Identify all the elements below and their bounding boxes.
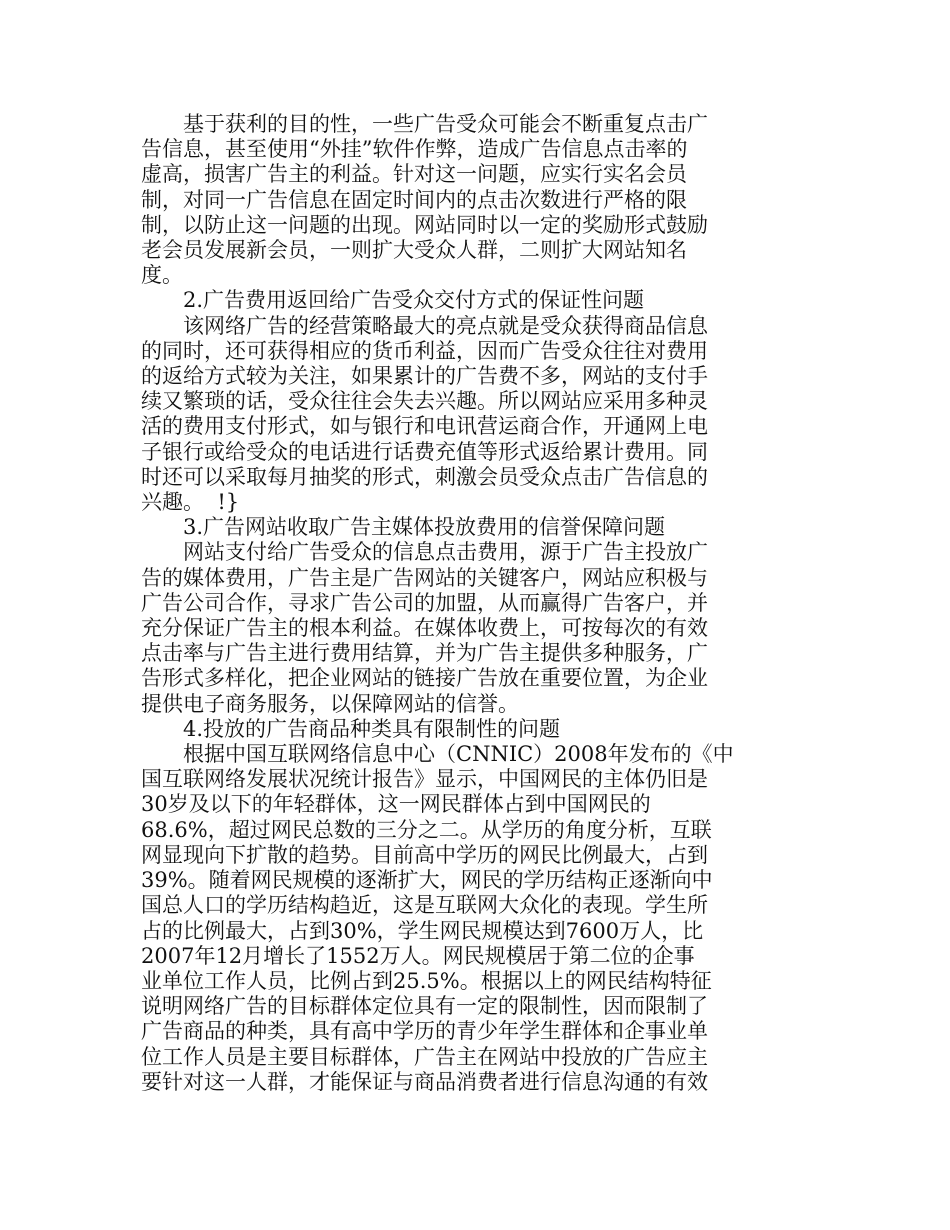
text-line: 说明网络广告的目标群体定位具有一定的限制性，因而限制了 [141,994,708,1019]
text-line: 制，对同一广告信息在固定时间内的点击次数进行严格的限 [141,187,687,212]
text-line: 39%。随着网民规模的逐渐扩大，网民的学历结构正逐渐向中 [141,868,713,893]
text-line: 的返给方式较为关注，如果累计的广告费不多，网站的支付手 [141,364,708,389]
text-line: 点击率与广告主进行费用结算，并为广告主提供多种服务，广 [141,641,708,666]
text-line: 续又繁琐的话，受众往往会失去兴趣。所以网站应采用多种灵 [141,389,708,414]
text-line: 充分保证广告主的根本利益。在媒体收费上，可按每次的有效 [141,616,708,641]
text-line: 要针对这一人群，才能保证与商品消费者进行信息沟通的有效 [141,1069,708,1094]
text-line: 告信息，甚至使用“外挂”软件作弊，造成广告信息点击率的 [141,137,688,162]
text-line: 位工作人员是主要目标群体，广告主在网站中投放的广告应主 [141,1044,708,1069]
text-line: 基于获利的目的性，一些广告受众可能会不断重复点击广 [183,112,708,136]
text-line: 业单位工作人员，比例占到25.5%。根据以上的网民结构特征 [141,968,712,993]
text-line: 的同时，还可获得相应的货币利益，因而广告受众往往对费用 [141,338,708,363]
text-line: 网显现向下扩散的趋势。目前高中学历的网民比例最大，占到 [141,842,708,867]
text-line: 4.投放的广告商品种类具有限制性的问题 [183,716,561,741]
text-line: 占的比例最大，占到30%，学生网民规模达到7600万人，比 [141,918,704,943]
text-line: 子银行或给受众的电话进行话费充值等形式返给累计费用。同 [141,439,708,464]
text-line: 活的费用支付形式，如与银行和电讯营运商合作，开通网上电 [141,414,708,439]
text-line: 2.广告费用返回给广告受众交付方式的保证性问题 [183,288,645,313]
text-line: 3.广告网站收取广告主媒体投放费用的信誉保障问题 [183,515,666,540]
text-line: 提供电子商务服务，以保障网站的信誉。 [141,691,519,716]
text-line: 告的媒体费用，广告主是广告网站的关键客户，网站应积极与 [141,565,708,590]
text-line: 30岁及以下的年轻群体，这一网民群体占到中国网民的 [141,792,651,817]
text-line: 度。 [141,263,183,288]
text-line: 国互联网络发展状况统计报告》显示，中国网民的主体仍旧是 [141,767,708,792]
text-line: 2007年12月增长了1552万人。网民规模居于第二位的企事 [141,943,695,968]
text-line: 老会员发展新会员，一则扩大受众人群，二则扩大网站知名 [141,238,687,263]
document-body [141,112,741,1095]
text-line: 兴趣。 !} [141,490,240,515]
text-line: 制，以防止这一问题的出现。网站同时以一定的奖励形式鼓励 [141,212,708,237]
text-line: 虚高，损害广告主的利益。针对这一问题，应实行实名会员 [141,162,687,187]
text-line: 国总人口的学历结构趋近，这是互联网大众化的表现。学生所 [141,893,708,918]
text-line: 68.6%，超过网民总数的三分之二。从学历的角度分析，互联 [141,817,712,842]
text-line: 网站支付给广告受众的信息点击费用，源于广告主投放广 [183,540,708,565]
text-line: 时还可以采取每月抽奖的形式，刺激会员受众点击广告信息的 [141,464,708,489]
text-line: 广告公司合作，寻求广告公司的加盟，从而赢得广告客户，并 [141,590,708,615]
text-line: 告形式多样化，把企业网站的链接广告放在重要位置，为企业 [141,666,708,691]
text-line: 广告商品的种类，具有高中学历的青少年学生群体和企事业单 [141,1019,708,1044]
text-line: 根据中国互联网络信息中心（CNNIC）2008年发布的《中 [183,742,734,767]
text-line: 该网络广告的经营策略最大的亮点就是受众获得商品信息 [183,313,708,338]
